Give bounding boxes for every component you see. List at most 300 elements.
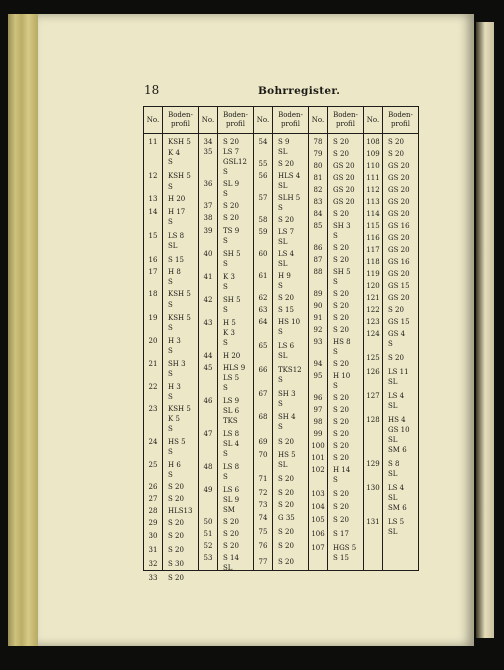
table-row (309, 503, 363, 512)
table-row (309, 244, 363, 253)
bore-number: 75 (258, 528, 268, 536)
table-row (199, 148, 253, 157)
table-row (254, 182, 308, 191)
soil-profile: S 20 (278, 294, 294, 302)
bore-number (364, 378, 382, 387)
bore-number: 116 (366, 234, 380, 242)
bore-number: 54 (258, 138, 268, 146)
table-row (254, 342, 308, 351)
soil-profile: SH 3 (333, 222, 351, 230)
soil-profile: S 20 (168, 546, 184, 554)
table-row (364, 378, 418, 387)
table-row (309, 418, 363, 427)
soil-profile: S (278, 376, 283, 384)
soil-profile: SL 9 (223, 180, 240, 188)
bore-number (364, 436, 382, 445)
soil-profile: S 20 (388, 306, 404, 314)
bore-number (254, 461, 272, 470)
soil-profile: LS 5 (223, 374, 240, 382)
bore-number (199, 473, 217, 482)
bore-number (199, 168, 217, 177)
table-row (144, 138, 198, 147)
soil-profile: S 20 (333, 503, 349, 511)
soil-profile: GS 20 (388, 246, 410, 254)
soil-profile: S 20 (388, 138, 404, 146)
table-row (144, 370, 198, 379)
table-row (364, 306, 418, 315)
table-row (254, 528, 308, 537)
table-row (199, 417, 253, 426)
bore-number: 37 (203, 202, 213, 210)
table-row (144, 149, 198, 158)
soil-profile: S (168, 183, 173, 191)
bore-number: 123 (366, 318, 380, 326)
bore-number: 64 (258, 318, 268, 326)
bore-number: 106 (311, 530, 325, 538)
bore-number: 77 (258, 558, 268, 566)
soil-profile: H 17 (168, 208, 186, 216)
soil-profile: S 20 (278, 558, 294, 566)
bore-number: 111 (366, 174, 380, 182)
table-row (199, 530, 253, 539)
soil-profile: ĜS 15 (388, 318, 410, 326)
table-row (309, 138, 363, 147)
table-row (364, 426, 418, 435)
soil-profile: S (223, 473, 228, 481)
bore-number: 65 (258, 342, 268, 350)
soil-profile: S 20 (168, 519, 184, 527)
soil-profile: SL (278, 148, 288, 156)
table-row (199, 364, 253, 373)
table-row (199, 168, 253, 177)
bore-number (254, 282, 272, 291)
table-row (144, 405, 198, 414)
table-row (144, 183, 198, 192)
bore-number: 131 (366, 518, 380, 526)
bore-number: 91 (313, 314, 323, 322)
soil-profile: SL (278, 461, 288, 469)
column-body (309, 134, 363, 570)
bore-number: 99 (313, 430, 323, 438)
running-head: Bohrregister. (258, 85, 341, 97)
soil-profile: HLS 9 (223, 364, 246, 372)
soil-profile: S 20 (278, 542, 294, 550)
soil-profile: H 8 (168, 268, 181, 276)
bore-number: 102 (311, 466, 325, 474)
book-page-edges (8, 14, 42, 646)
bore-number (309, 554, 327, 563)
soil-profile: GS 20 (333, 186, 355, 194)
soil-profile: S (388, 340, 393, 348)
bore-number: 101 (311, 454, 325, 462)
table-row (364, 198, 418, 207)
table-row (309, 454, 363, 463)
table-row (254, 423, 308, 432)
soil-profile: LS 8 (223, 430, 240, 438)
bore-number: 88 (313, 268, 323, 276)
bore-number: 76 (258, 542, 268, 550)
table-row (199, 352, 253, 361)
soil-profile: SL (388, 494, 398, 502)
column-header (254, 107, 308, 134)
table-row (144, 314, 198, 323)
soil-profile: S (278, 204, 283, 212)
bore-number: 105 (311, 516, 325, 524)
table-row (144, 448, 198, 457)
table-row (199, 306, 253, 315)
table-row (254, 172, 308, 181)
soil-profile: S 20 (333, 326, 349, 334)
bore-number: 129 (366, 460, 380, 468)
soil-profile: SL (388, 470, 398, 478)
soil-profile: H 20 (168, 195, 186, 203)
table-row (144, 483, 198, 492)
bore-number: 31 (148, 546, 158, 554)
table-row (199, 564, 253, 573)
table-row (144, 415, 198, 424)
table-row (199, 202, 253, 211)
table-row (199, 237, 253, 246)
soil-profile: S (223, 339, 228, 347)
soil-profile: S 20 (223, 138, 239, 146)
soil-profile: S 20 (333, 302, 349, 310)
bore-number: 12 (148, 172, 158, 180)
table-row (199, 260, 253, 269)
soil-profile: ĤGS 5 (333, 544, 357, 552)
header-no: No. (309, 107, 328, 133)
bore-number (254, 328, 272, 337)
bore-number: 34 (203, 138, 213, 146)
bore-number: 16 (148, 256, 158, 264)
bore-number: 128 (366, 416, 380, 424)
soil-profile: S (168, 370, 173, 378)
bore-number: 36 (203, 180, 213, 188)
soil-profile: HLS 4 (278, 172, 301, 180)
bore-number: 46 (203, 397, 213, 405)
soil-profile: ĜS 20 (388, 198, 410, 206)
header-bodenprofil: Boden- profil (388, 111, 413, 128)
bore-number: 18 (148, 290, 158, 298)
bore-number: 95 (313, 372, 323, 380)
table-row (144, 208, 198, 217)
bore-number: 22 (148, 383, 158, 391)
soil-profile: S 20 (333, 490, 349, 498)
soil-profile: H 3 (168, 383, 181, 391)
soil-profile: SH 3 (168, 360, 186, 368)
table-row (254, 204, 308, 213)
table-row (199, 450, 253, 459)
soil-profile: S 30 (168, 560, 184, 568)
soil-profile: S 20 (333, 150, 349, 158)
table-row (144, 256, 198, 265)
table-row (254, 272, 308, 281)
table-row (364, 494, 418, 503)
bore-number: 50 (203, 518, 213, 526)
bore-number: 42 (203, 296, 213, 304)
soil-profile: S 20 (333, 454, 349, 462)
soil-profile: S 20 (278, 528, 294, 536)
soil-profile: SL (278, 260, 288, 268)
table-row (199, 190, 253, 199)
bore-number: 68 (258, 413, 268, 421)
table-row (199, 496, 253, 505)
soil-profile: ĜS 20 (388, 270, 410, 278)
bore-number: 113 (366, 198, 380, 206)
table-row (309, 372, 363, 381)
bore-number (254, 182, 272, 191)
table-row (364, 460, 418, 469)
bore-number: 125 (366, 354, 380, 362)
bore-number (144, 347, 162, 356)
bore-number: 71 (258, 475, 268, 483)
bore-number (199, 417, 217, 426)
soil-profile: T̂S 9 (223, 227, 240, 235)
soil-profile: S 9 (278, 138, 290, 146)
bore-number: 89 (313, 290, 323, 298)
soil-profile: ĜS 20 (388, 174, 410, 182)
soil-profile: T̂KS (223, 417, 238, 425)
table-row (309, 476, 363, 485)
table-row (309, 198, 363, 207)
bore-number: 49 (203, 486, 213, 494)
soil-profile: S (168, 301, 173, 309)
soil-profile: K 3 (223, 329, 235, 337)
table-row (199, 339, 253, 348)
bore-number: 103 (311, 490, 325, 498)
soil-profile: SL (388, 436, 398, 444)
bore-number: 124 (366, 330, 380, 338)
bore-number (309, 348, 327, 357)
bore-number: 59 (258, 228, 268, 236)
soil-profile: S 20 (278, 501, 294, 509)
table-row (144, 218, 198, 227)
soil-profile: S 20 (168, 574, 184, 582)
soil-profile: S (168, 158, 173, 166)
soil-profile: S 20 (223, 214, 239, 222)
bore-number: 45 (203, 364, 213, 372)
bore-number: 28 (148, 507, 158, 515)
bore-number: 48 (203, 463, 213, 471)
bore-number (199, 564, 217, 573)
bore-number: 78 (313, 138, 323, 146)
table-row (309, 382, 363, 391)
table-row (309, 314, 363, 323)
bore-number: 94 (313, 360, 323, 368)
bore-number: 62 (258, 294, 268, 302)
bore-number: 90 (313, 302, 323, 310)
table-row (199, 430, 253, 439)
table-row (364, 282, 418, 291)
bore-number: 38 (203, 214, 213, 222)
bore-number (199, 158, 217, 167)
soil-profile: S 20 (168, 483, 184, 491)
bore-number (199, 496, 217, 505)
table-row (364, 470, 418, 479)
bore-number (309, 278, 327, 287)
table-row (309, 360, 363, 369)
table-row (144, 347, 198, 356)
table-row (144, 495, 198, 504)
column-header (199, 107, 253, 134)
soil-profile: LS 5 (388, 518, 405, 526)
soil-profile: S 20 (168, 495, 184, 503)
table-row (364, 150, 418, 159)
bore-number: 97 (313, 406, 323, 414)
soil-profile: K 4 (168, 149, 180, 157)
table-row (254, 558, 308, 567)
soil-profile: S (223, 450, 228, 458)
bore-number: 40 (203, 250, 213, 258)
table-row (144, 507, 198, 516)
soil-profile: HS 10 (278, 318, 301, 326)
soil-profile: GS 20 (388, 234, 410, 242)
bore-number: 130 (366, 484, 380, 492)
bore-number: 67 (258, 390, 268, 398)
soil-profile: SL (223, 564, 233, 572)
table-row (254, 352, 308, 361)
table-row (199, 283, 253, 292)
table-column-group (363, 107, 418, 570)
page-number: 18 (144, 83, 160, 97)
soil-profile: S (223, 190, 228, 198)
bore-number (144, 324, 162, 333)
soil-profile: KSH 5 (168, 290, 191, 298)
table-row (364, 416, 418, 425)
table-row (144, 242, 198, 251)
bore-number: 109 (366, 150, 380, 158)
soil-profile: S 20 (333, 360, 349, 368)
soil-profile: ĤS 5 (168, 438, 186, 446)
table-row (309, 150, 363, 159)
bore-number: 110 (366, 162, 380, 170)
soil-profile: SL (278, 182, 288, 190)
soil-profile: SH 3 (278, 390, 296, 398)
bore-number: 119 (366, 270, 380, 278)
bore-number: 32 (148, 560, 158, 568)
table-row (254, 400, 308, 409)
bore-number: 15 (148, 232, 158, 240)
table-row (309, 302, 363, 311)
table-row (144, 461, 198, 470)
soil-profile: S (168, 393, 173, 401)
table-row (199, 440, 253, 449)
bore-number (199, 506, 217, 515)
table-row (144, 519, 198, 528)
soil-profile: GS 20 (333, 162, 355, 170)
table-row (199, 518, 253, 527)
soil-profile: S 20 (223, 542, 239, 550)
table-row (309, 222, 363, 231)
header-bodenprofil: Boden- profil (168, 111, 193, 128)
soil-profile: KSH 5 (168, 314, 191, 322)
soil-profile: SH 5 (223, 250, 241, 258)
soil-profile: S 20 (223, 202, 239, 210)
table-row (309, 394, 363, 403)
bore-number: 55 (258, 160, 268, 168)
soil-profile: S 20 (168, 532, 184, 540)
bore-number (199, 440, 217, 449)
bore-number: 85 (313, 222, 323, 230)
soil-profile: SL (278, 352, 288, 360)
soil-profile: K 5 (168, 415, 180, 423)
table-row (309, 544, 363, 553)
table-row (254, 542, 308, 551)
soil-profile: S (168, 347, 173, 355)
bore-number: 70 (258, 451, 268, 459)
soil-profile: S 20 (388, 150, 404, 158)
soil-profile: S (333, 382, 338, 390)
bore-number: 126 (366, 368, 380, 376)
table-row (199, 384, 253, 393)
bore-number: 39 (203, 227, 213, 235)
bore-number: 104 (311, 503, 325, 511)
soil-profile: S (333, 348, 338, 356)
soil-profile: S 20 (223, 518, 239, 526)
table-row (364, 318, 418, 327)
column-header (364, 107, 418, 134)
table-row (144, 172, 198, 181)
bore-number (144, 278, 162, 287)
table-row (199, 180, 253, 189)
bore-number: 24 (148, 438, 158, 446)
bore-number: 23 (148, 405, 158, 413)
bore-number: 17 (148, 268, 158, 276)
bore-number (309, 232, 327, 241)
bore-number (254, 260, 272, 269)
soil-profile: S (278, 423, 283, 431)
table-row (364, 138, 418, 147)
soil-profile: S 15 (168, 256, 184, 264)
bore-number: 98 (313, 418, 323, 426)
soil-profile: ĤS 4 (388, 416, 406, 424)
soil-profile: ĜS 20 (388, 162, 410, 170)
bore-number: 30 (148, 532, 158, 540)
soil-profile: H 20 (223, 352, 241, 360)
table-row (254, 413, 308, 422)
table-row (199, 273, 253, 282)
soil-profile: LS 4 (388, 484, 405, 492)
table-row (309, 442, 363, 451)
table-row (364, 528, 418, 537)
soil-profile: SL 9 (223, 496, 240, 504)
header-bodenprofil: Boden- profil (278, 111, 303, 128)
soil-profile: S (168, 471, 173, 479)
bore-number (144, 425, 162, 434)
soil-profile: SLH 5 (278, 194, 301, 202)
bore-number (199, 237, 217, 246)
bore-number (144, 370, 162, 379)
table-row (309, 466, 363, 475)
table-row (144, 532, 198, 541)
bore-number (199, 374, 217, 383)
bore-number: 61 (258, 272, 268, 280)
bore-number: 108 (366, 138, 380, 146)
soil-profile: S (223, 384, 228, 392)
soil-profile: G 35 (278, 514, 295, 522)
bore-number (364, 504, 382, 513)
bore-number: 83 (313, 198, 323, 206)
soil-profile: S 20 (333, 394, 349, 402)
soil-profile: SL (388, 528, 398, 536)
bore-number: 11 (148, 138, 158, 146)
soil-profile: K 3 (223, 273, 235, 281)
soil-profile: S (168, 448, 173, 456)
soil-profile: SL (388, 378, 398, 386)
soil-profile: SM 6 (388, 446, 407, 454)
bore-number: 73 (258, 501, 268, 509)
soil-profile: S (223, 260, 228, 268)
table-row (144, 337, 198, 346)
